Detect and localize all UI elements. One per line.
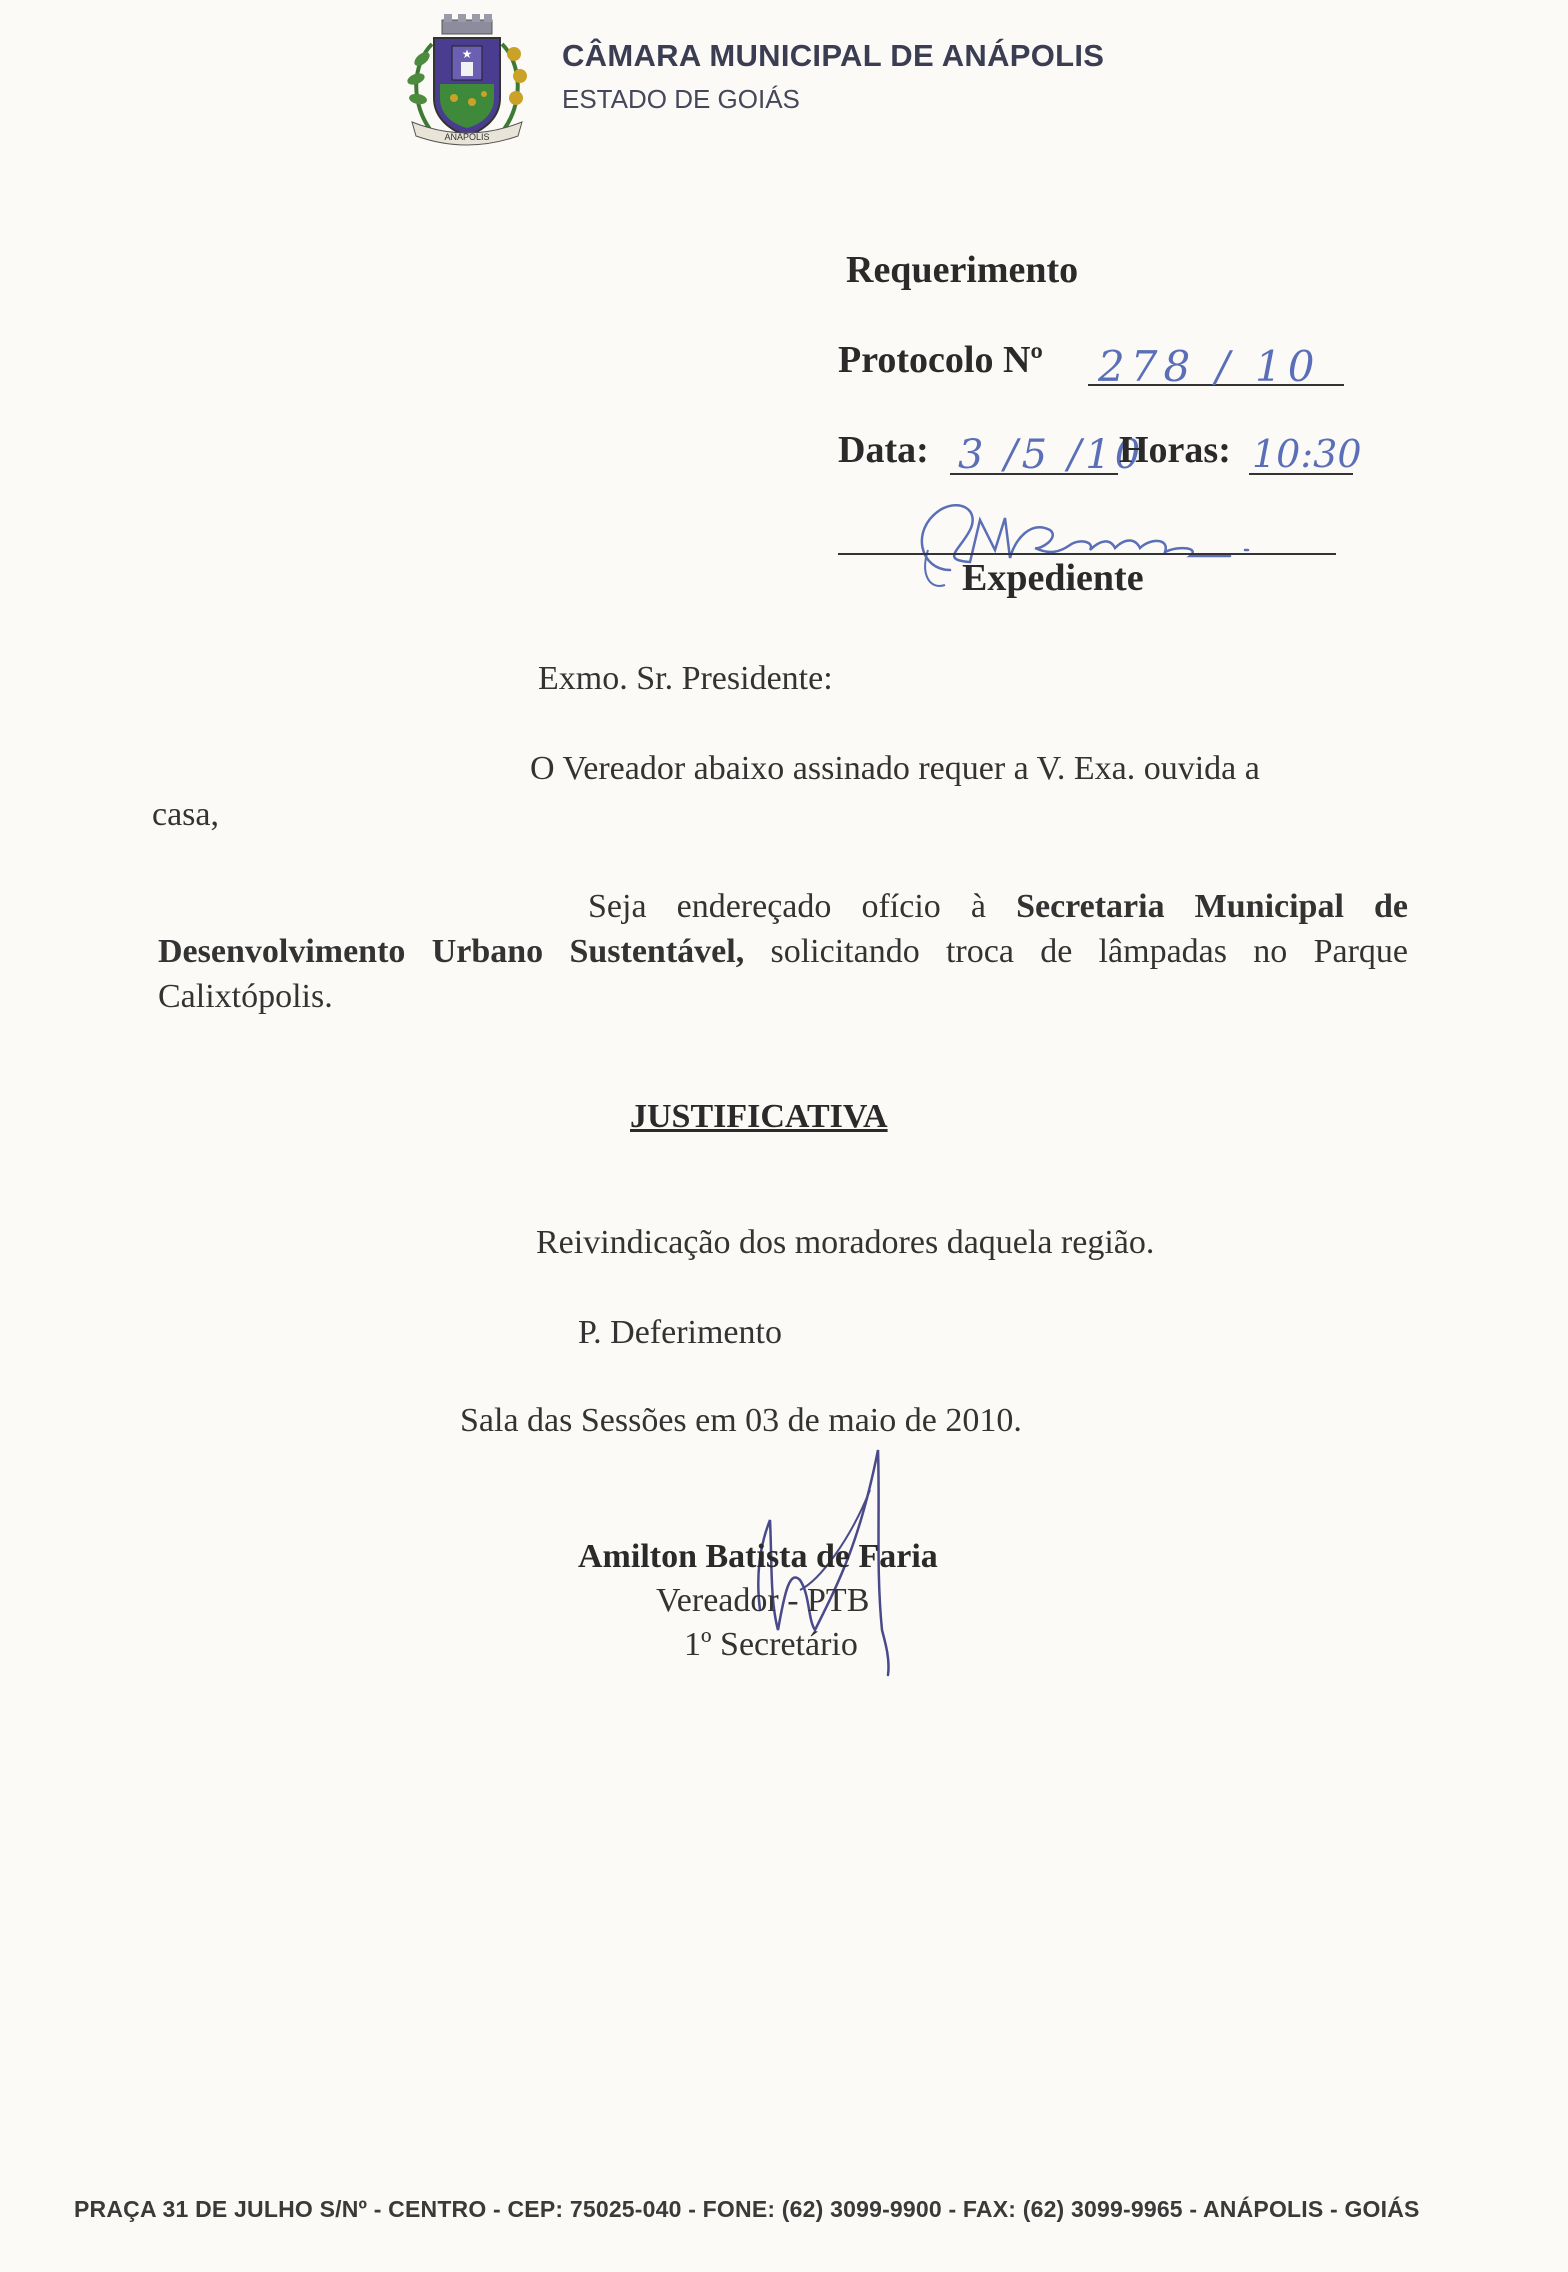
date-handwritten: 3 /5 /10 <box>958 432 1145 478</box>
section-label-expediente: Expediente <box>962 557 1144 599</box>
footer-address: PRAÇA 31 DE JULHO S/Nº - CENTRO - CEP: 75025-040 - FONE: (62) 3099-9900 - FAX: (62) 3099-9965 - ANÁPOLIS - GOIÁS <box>74 2196 1420 2222</box>
signer-position: 1º Secretário <box>684 1626 858 1663</box>
organization-state: ESTADO DE GOIÁS <box>562 84 800 114</box>
signer-role: Vereador - PTB <box>656 1582 870 1619</box>
svg-text:★: ★ <box>461 47 473 61</box>
crest-ribbon-text: ANÁPOLIS <box>444 132 490 142</box>
signer-name: Amilton Batista de Faria <box>578 1538 938 1575</box>
closing-deferimento: P. Deferimento <box>578 1314 782 1351</box>
organization-name: CÂMARA MUNICIPAL DE ANÁPOLIS <box>562 38 1105 73</box>
date-label: Data: <box>838 429 929 471</box>
intro-line-1: O Vereador abaixo assinado requer a V. Exa. ouvida a <box>530 750 1260 787</box>
hours-label: Horas: <box>1119 429 1231 471</box>
expediente-signature-line <box>838 553 1336 555</box>
justification-heading: JUSTIFICATIVA <box>630 1098 888 1135</box>
place-and-date: Sala das Sessões em 03 de maio de 2010. <box>460 1402 1022 1439</box>
justification-text: Reivindicação dos moradores daquela região. <box>536 1224 1155 1261</box>
protocol-label: Protocolo Nº <box>838 339 1043 381</box>
coat-of-arms-icon <box>392 14 542 154</box>
request-suffix: solicitando troca de lâmpadas no Parque Calixtópolis. <box>158 933 1409 1015</box>
salutation: Exmo. Sr. Presidente: <box>538 660 833 697</box>
request-paragraph <box>158 884 1408 1019</box>
request-recipient: Secretaria Municipal de Desenvolvimento Urbano Sustentável, <box>158 888 1408 970</box>
intro-line-2: casa, <box>152 796 220 833</box>
document-type-title: Requerimento <box>846 249 1079 291</box>
protocol-number-handwritten: 278 / 10 <box>1098 342 1321 391</box>
hours-handwritten: 10:30 <box>1252 432 1362 476</box>
request-prefix: Seja endereçado ofício à <box>588 888 986 925</box>
crown-icon <box>442 14 492 34</box>
